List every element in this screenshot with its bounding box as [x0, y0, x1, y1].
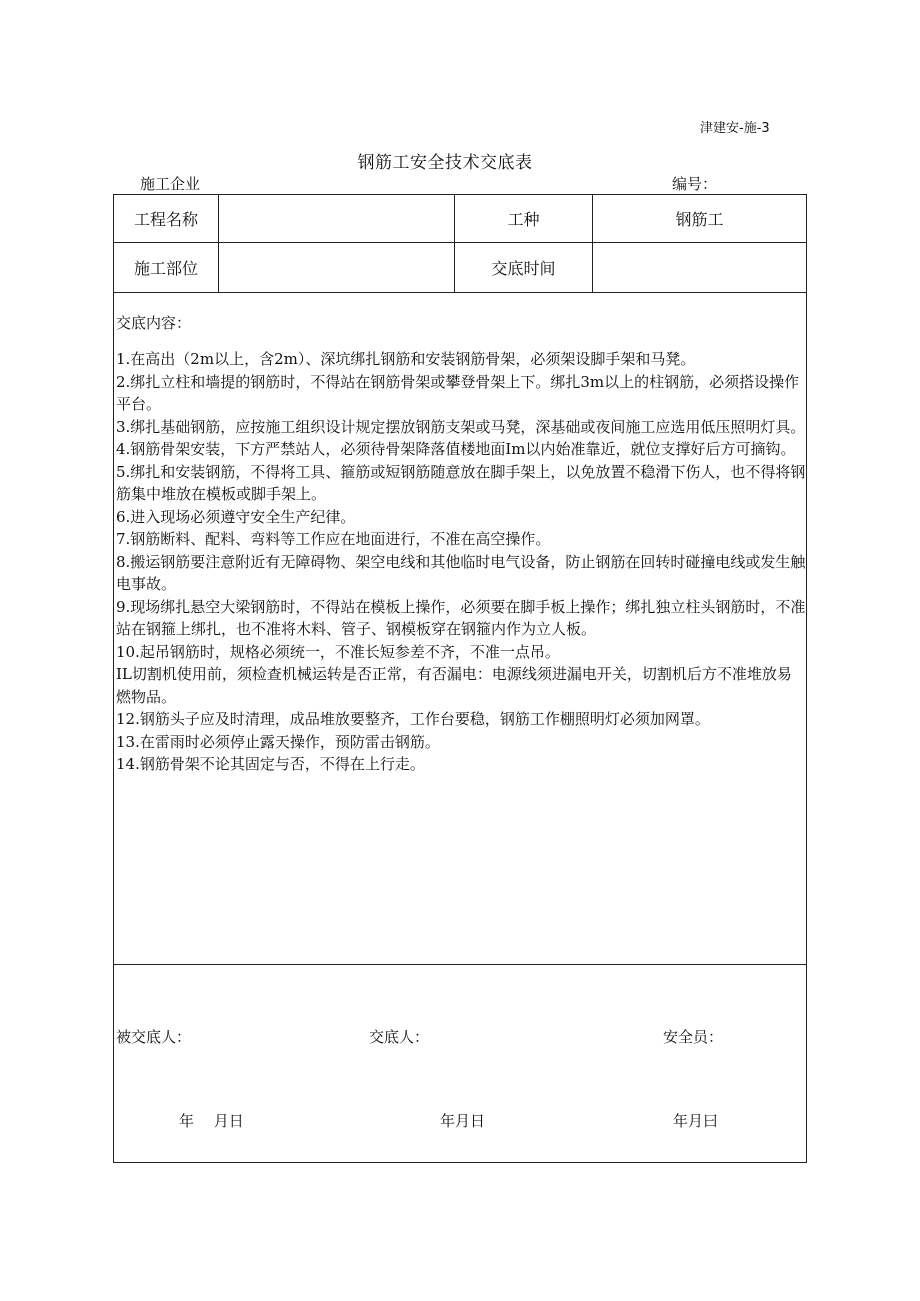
content-item: 9.现场绑扎悬空大梁钢筋时，不得站在模板上操作，必须要在脚手板上操作；绑扎独立柱头钢筋时，不准站在钢箍上绑扎，也不准将木料、管子、钢模板穿在钢箍内作为立人板。 [116, 597, 806, 638]
location-field[interactable] [219, 243, 454, 292]
trade-label: 工种 [507, 210, 540, 229]
company-label: 施工企业 [140, 175, 201, 193]
disclosure-time-label: 交底时间 [491, 259, 556, 278]
content-item: 12.钢筋头子应及时清理，成品堆放要整齐，工作台要稳，钢筋工作棚照明灯必须加网罩。 [116, 710, 710, 728]
project-name-label: 工程名称 [133, 210, 198, 229]
safety-officer-label: 安全员： [663, 1028, 724, 1046]
trade-value: 钢筋工 [675, 210, 724, 229]
content-item: 1.在高出（2m以上，含2m）、深坑绑扎钢筋和安装钢筋骨架，必须架设脚手架和马凳。 [116, 350, 696, 368]
document-code: 津建安-施-3 [700, 121, 770, 136]
content-item: 14.钢筋骨架不论其固定与否，不得在上行走。 [116, 755, 425, 773]
content-item: 5.绑扎和安装钢筋，不得将工具、箍筋或短钢筋随意放在脚手架上，以免放置不稳滑下伤人，也不得将钢筋集中堆放在模板或脚手架上。 [116, 462, 806, 503]
document-title: 钢筋工安全技术交底表 [357, 153, 533, 173]
location-label: 施工部位 [133, 259, 198, 278]
row-divider [114, 964, 806, 965]
content-item: IL切割机使用前，须检查机械运转是否正常，有否漏电：电源线须进漏电开关，切割机后方不准堆放易燃物品。 [116, 665, 792, 706]
content-item: 3.绑扎基础钢筋，应按施工组织设计规定摆放钢筋支架或马凳，深基础或夜间施工应选用低压照明灯具。 [116, 417, 806, 436]
recipient-label: 被交底人： [116, 1028, 192, 1046]
content-item: 8.搬运钢筋要注意附近有无障碍物、架空电线和其他临时电气设备，防止钢筋在回转时碰撞电线或发生触电事故。 [116, 552, 806, 593]
content-list [116, 348, 806, 776]
safety-officer-date: 年月曰 [673, 1112, 719, 1130]
content-item: 4.钢筋骨架安装，下方严禁站人，必须待骨架降落值楼地面Im以内始准靠近，就位支撑好后方可摘钩。 [116, 440, 796, 458]
content-item: 6.进入现场必须遵守安全生产纪律。 [116, 507, 356, 526]
content-item: 2.绑扎立柱和墙提的钢筋时，不得站在钢筋骨架或攀登骨架上下。绑扎3m以上的柱钢筋，必须搭设操作平台。 [116, 372, 800, 413]
disclosure-form [113, 194, 807, 1163]
row-divider [114, 292, 806, 293]
content-heading: 交底内容： [116, 314, 192, 332]
presenter-label: 交底人： [369, 1028, 430, 1046]
disclosure-time-field[interactable] [593, 243, 806, 292]
content-item: 10.起吊钢筋时，规格必须统一，不准长短参差不齐，不准一点吊。 [116, 642, 560, 661]
content-item: 13.在雷雨时必须停止露天操作，预防雷击钢筋。 [116, 732, 440, 751]
content-item: 7.钢筋断料、配料、弯料等工作应在地面进行，不准在高空操作。 [116, 530, 551, 548]
number-label: 编号： [672, 175, 718, 193]
presenter-date: 年月日 [440, 1112, 486, 1130]
project-name-field[interactable] [219, 195, 454, 242]
recipient-date: 年 月日 [179, 1112, 244, 1130]
